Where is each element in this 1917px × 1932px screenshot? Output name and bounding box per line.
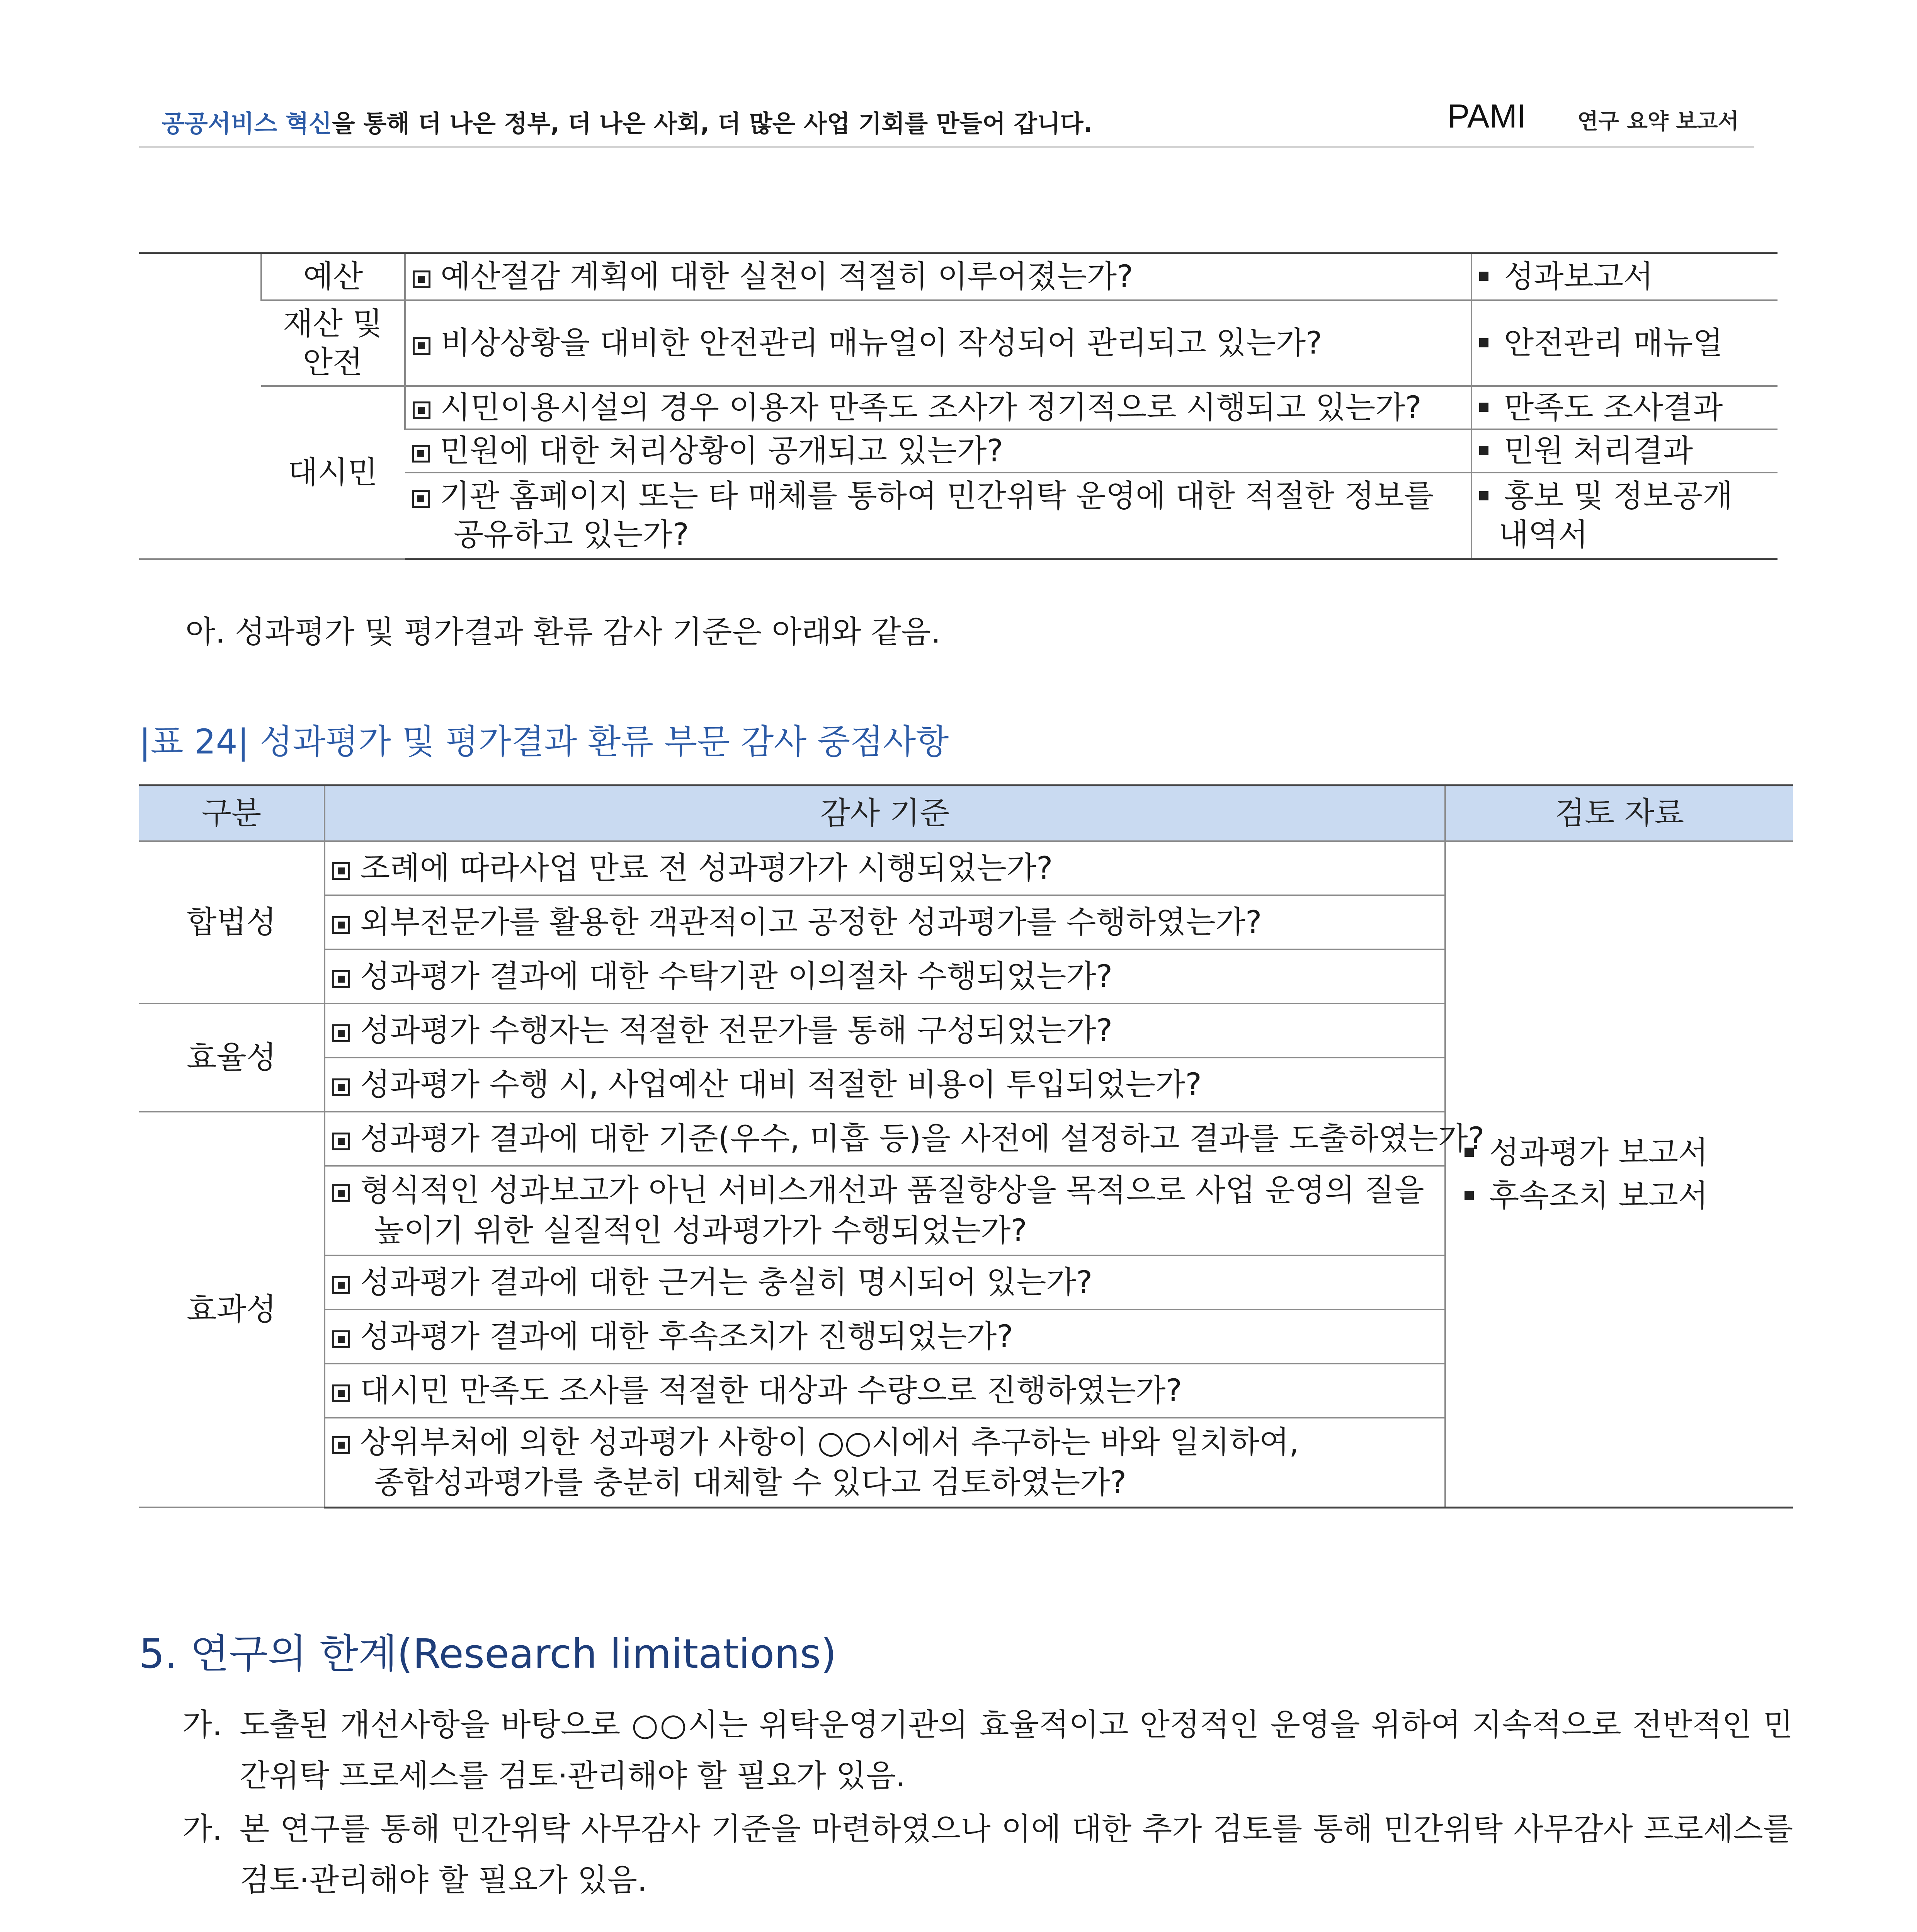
table-header-row <box>139 786 1793 842</box>
checkbox-square-icon <box>412 490 430 508</box>
checkbox-square-icon <box>332 970 350 988</box>
checkbox-square-icon <box>332 1024 350 1042</box>
checkbox-square-icon <box>332 1276 350 1294</box>
material-cell: 안전관리 매뉴얼 <box>1471 300 1778 386</box>
column-header: 검토 자료 <box>1445 786 1793 842</box>
criteria-cell: 민원에 대한 처리상황이 공개되고 있는가? <box>405 429 1471 473</box>
criteria-cell: 대시민 만족도 조사를 적절한 대상과 수량으로 진행하였는가? <box>325 1364 1445 1418</box>
bullet-icon <box>1465 1191 1474 1200</box>
continued-audit-table <box>139 252 1778 560</box>
checkbox-square-icon <box>332 1078 350 1096</box>
criteria-cell: 조례에 따라사업 만료 전 성과평가가 시행되었는가? <box>325 841 1445 895</box>
checkbox-square-icon <box>332 1384 350 1402</box>
criteria-cell: 기관 홈페이지 또는 타 매체를 통하여 민간위탁 운영에 대한 적절한 정보를 공유하고 있는가? <box>405 473 1471 559</box>
materials-cell: 성과평가 보고서 후속조치 보고서 <box>1445 841 1793 1507</box>
bullet-icon <box>1479 446 1488 455</box>
checkbox-square-icon <box>413 270 430 288</box>
table-row <box>139 300 1778 386</box>
header-slogan <box>162 104 1092 139</box>
intro-sentence: 아. 성과평가 및 평가결과 환류 감사 기준은 아래와 같음. <box>185 614 941 650</box>
checkbox-square-icon <box>332 916 350 934</box>
table-row <box>139 253 1778 300</box>
checkbox-square-icon <box>332 862 350 880</box>
criteria-cell: 상위부처에 의한 성과평가 사항이 ○○시에서 추구하는 바와 일치하여, 종합성과평가를 충분히 대체할 수 있다고 검토하였는가? <box>325 1418 1445 1507</box>
audit-focus-table <box>139 784 1793 1509</box>
list-text: 본 연구를 통해 민간위탁 사무감사 기준을 마련하였으나 이에 대한 추가 검토를 통해 민간위탁 사무감사 프로세스를 검토·관리해야 할 필요가 있음. <box>240 1811 1793 1898</box>
criteria-cell: 성과평가 결과에 대한 기준(우수, 미흡 등)을 사전에 설정하고 결과를 도출하였는가? <box>325 1112 1445 1166</box>
checkbox-square-icon <box>332 1330 350 1348</box>
header-report-type: 연구 요약 보고서 <box>1577 109 1739 134</box>
material-cell: 민원 처리결과 <box>1471 429 1778 473</box>
table-row <box>139 386 1778 429</box>
header-divider <box>139 146 1754 148</box>
criteria-cell: 시민이용시설의 경우 이용자 만족도 조사가 정기적으로 시행되고 있는가? <box>405 386 1471 429</box>
criteria-cell: 성과평가 결과에 대한 수탁기관 이의절차 수행되었는가? <box>325 949 1445 1003</box>
header-slogan-highlight: 공공서비스 혁신 <box>162 109 332 138</box>
header-brand: PAMI <box>1448 98 1526 135</box>
category-cell: 대시민 <box>261 386 405 559</box>
header-slogan-rest: 을 통해 더 나은 정부, 더 나은 사회, 더 많은 사업 기회를 만들어 갑니다. <box>332 109 1093 138</box>
checkbox-square-icon <box>332 1436 350 1454</box>
category-cell: 재산 및 안전 <box>261 300 405 386</box>
section5-item <box>182 1699 1793 1801</box>
criteria-cell: 비상상황을 대비한 안전관리 매뉴얼이 작성되어 관리되고 있는가? <box>405 300 1471 386</box>
checkbox-square-icon <box>412 445 430 463</box>
checkbox-square-icon <box>332 1184 350 1202</box>
table-caption: |표 24| 성과평가 및 평가결과 환류 부문 감사 중점사항 <box>139 722 949 762</box>
column-header: 감사 기준 <box>325 786 1445 842</box>
bullet-icon <box>1479 272 1488 281</box>
bullet-icon <box>1479 491 1488 500</box>
criteria-cell: 성과평가 수행 시, 사업예산 대비 적절한 비용이 투입되었는가? <box>325 1058 1445 1112</box>
bullet-icon <box>1479 403 1488 412</box>
list-text: 도출된 개선사항을 바탕으로 ○○시는 위탁운영기관의 효율적이고 안정적인 운영을 위하여 지속적으로 전반적인 민간위탁 프로세스를 검토·관리해야 할 필요가 있음. <box>240 1707 1793 1794</box>
material-cell: 만족도 조사결과 <box>1471 386 1778 429</box>
material-cell: 홍보 및 정보공개 내역서 <box>1471 473 1778 559</box>
material-cell: 성과보고서 <box>1471 253 1778 300</box>
category-cell: 예산 <box>261 253 405 300</box>
checkbox-square-icon <box>413 337 430 355</box>
criteria-cell: 형식적인 성과보고가 아닌 서비스개선과 품질향상을 목적으로 사업 운영의 질을 높이기 위한 실질적인 성과평가가 수행되었는가? <box>325 1166 1445 1255</box>
section5-item <box>182 1804 1793 1906</box>
bullet-icon <box>1479 338 1488 347</box>
criteria-cell: 성과평가 수행자는 적절한 전문가를 통해 구성되었는가? <box>325 1003 1445 1058</box>
criteria-cell: 성과평가 결과에 대한 후속조치가 진행되었는가? <box>325 1310 1445 1364</box>
list-marker: 가. <box>182 1707 222 1743</box>
checkbox-square-icon <box>332 1133 350 1150</box>
criteria-cell: 예산절감 계획에 대한 실천이 적절히 이루어졌는가? <box>405 253 1471 300</box>
criteria-cell: 외부전문가를 활용한 객관적이고 공정한 성과평가를 수행하였는가? <box>325 895 1445 949</box>
checkbox-square-icon <box>413 401 430 419</box>
column-header: 구분 <box>139 786 325 842</box>
group-cell: 효율성 <box>139 1003 325 1112</box>
criteria-cell: 성과평가 결과에 대한 근거는 충실히 명시되어 있는가? <box>325 1255 1445 1310</box>
table-row <box>139 841 1793 895</box>
list-marker: 가. <box>182 1811 222 1847</box>
section5-title: 5. 연구의 한계(Research limitations) <box>139 1630 837 1677</box>
group-cell: 효과성 <box>139 1112 325 1507</box>
group-cell: 합법성 <box>139 841 325 1003</box>
empty-group-cell <box>139 253 261 559</box>
